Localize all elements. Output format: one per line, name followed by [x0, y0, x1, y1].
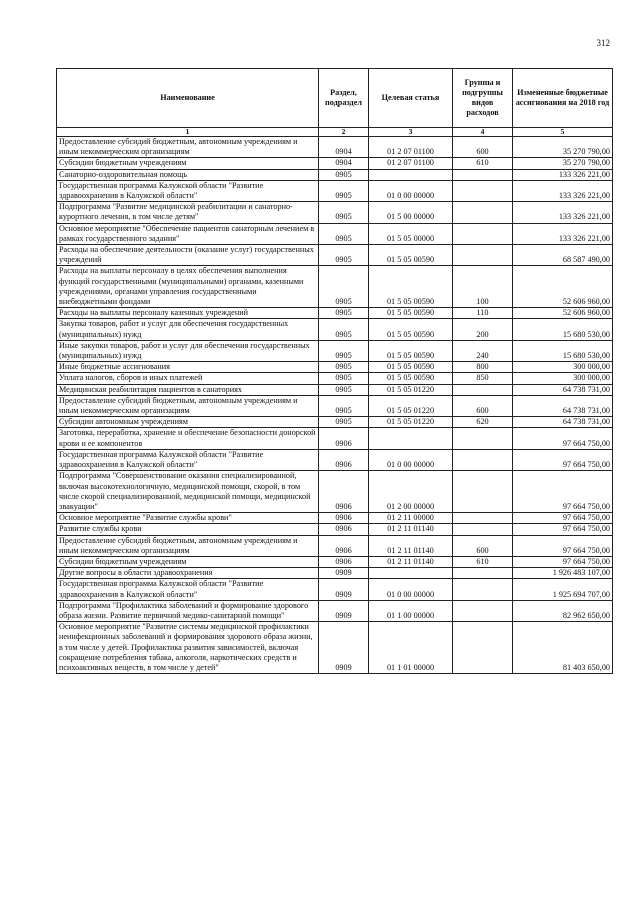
- row-amount-cell: 97 664 750,00: [513, 513, 613, 524]
- row-amount-cell: 97 664 750,00: [513, 556, 613, 567]
- header-row: [57, 69, 613, 128]
- table-row: [57, 169, 613, 180]
- table-row: [57, 202, 613, 223]
- row-section-cell: 0905: [319, 373, 369, 384]
- row-amount-cell: 35 270 790,00: [513, 137, 613, 158]
- row-amount-cell: 97 664 750,00: [513, 449, 613, 470]
- table-row: [57, 428, 613, 449]
- row-name-cell: Расходы на обеспечение деятельности (оказание услуг) государственных учреждений: [57, 245, 319, 266]
- table-row: [57, 362, 613, 373]
- row-amount-cell: 97 664 750,00: [513, 471, 613, 513]
- row-amount-cell: 82 962 650,00: [513, 600, 613, 621]
- row-amount-cell: 97 664 750,00: [513, 535, 613, 556]
- row-section-cell: 0909: [319, 568, 369, 579]
- row-target-cell: 01 5 05 00590: [369, 319, 453, 340]
- row-target-cell: 01 5 05 00590: [369, 373, 453, 384]
- row-group-cell: [453, 180, 513, 201]
- row-name-cell: Уплата налогов, сборов и иных платежей: [57, 373, 319, 384]
- row-section-cell: 0906: [319, 524, 369, 535]
- table-row: [57, 245, 613, 266]
- table-row: [57, 524, 613, 535]
- budget-table: [56, 68, 613, 674]
- row-section-cell: 0905: [319, 223, 369, 244]
- row-name-cell: Подпрограмма "Совершенствование оказания специализированной, включая высокотехнологичную, медицинской помощи, скорой, в том числе скорой специализированной, медицинской помощи, медицинской эвакуации": [57, 471, 319, 513]
- table-row: [57, 319, 613, 340]
- table-row: [57, 568, 613, 579]
- column-number: 1: [57, 128, 319, 137]
- row-amount-cell: 64 738 731,00: [513, 417, 613, 428]
- row-name-cell: Государственная программа Калужской области "Развитие здравоохранения в Калужской области": [57, 180, 319, 201]
- row-group-cell: [453, 524, 513, 535]
- row-amount-cell: 1 925 694 707,00: [513, 579, 613, 600]
- row-section-cell: 0905: [319, 245, 369, 266]
- row-target-cell: [369, 428, 453, 449]
- row-section-cell: 0905: [319, 169, 369, 180]
- table-row: [57, 471, 613, 513]
- row-group-cell: [453, 568, 513, 579]
- row-amount-cell: 133 326 221,00: [513, 180, 613, 201]
- row-section-cell: 0905: [319, 362, 369, 373]
- row-section-cell: 0904: [319, 137, 369, 158]
- row-target-cell: 01 5 05 01220: [369, 384, 453, 395]
- row-group-cell: [453, 169, 513, 180]
- row-target-cell: 01 5 05 00590: [369, 308, 453, 319]
- table-row: [57, 535, 613, 556]
- row-target-cell: 01 5 05 01220: [369, 395, 453, 416]
- column-number-row: [57, 128, 613, 137]
- row-name-cell: Заготовка, переработка, хранение и обеспечение безопасности донорской крови и ее компонентов: [57, 428, 319, 449]
- row-group-cell: 610: [453, 158, 513, 169]
- row-section-cell: 0905: [319, 319, 369, 340]
- row-group-cell: 200: [453, 319, 513, 340]
- row-group-cell: [453, 471, 513, 513]
- row-section-cell: 0909: [319, 579, 369, 600]
- row-group-cell: 110: [453, 308, 513, 319]
- row-target-cell: 01 2 11 00000: [369, 513, 453, 524]
- row-name-cell: Основное мероприятие "Развитие системы медицинской профилактики неинфекционных заболеваний и формирования здорового образа жизни, в том числе у детей. Профилактика развития зависимостей, включая сокращение потребления табака, алкоголя, наркотических средств и психоактивных веществ, в том числе у детей": [57, 622, 319, 674]
- row-section-cell: 0905: [319, 417, 369, 428]
- row-target-cell: 01 2 07 01100: [369, 158, 453, 169]
- row-target-cell: [369, 568, 453, 579]
- table-row: [57, 266, 613, 308]
- row-section-cell: 0904: [319, 158, 369, 169]
- table-row: [57, 137, 613, 158]
- row-amount-cell: 97 664 750,00: [513, 428, 613, 449]
- row-name-cell: Субсидии бюджетным учреждениям: [57, 158, 319, 169]
- row-group-cell: 610: [453, 556, 513, 567]
- table-row: [57, 373, 613, 384]
- row-group-cell: [453, 245, 513, 266]
- row-target-cell: 01 5 05 00590: [369, 362, 453, 373]
- row-section-cell: 0906: [319, 556, 369, 567]
- row-target-cell: 01 1 00 00000: [369, 600, 453, 621]
- row-section-cell: 0905: [319, 340, 369, 361]
- table-row: [57, 622, 613, 674]
- row-group-cell: 850: [453, 373, 513, 384]
- table-row: [57, 158, 613, 169]
- row-amount-cell: 81 403 650,00: [513, 622, 613, 674]
- table-row: [57, 395, 613, 416]
- row-section-cell: 0905: [319, 308, 369, 319]
- row-name-cell: Расходы на выплаты персоналу в целях обеспечения выполнения функций государственными (муниципальными) органами, казенными учреждениями, органами управления государственными внебюджетными фондами: [57, 266, 319, 308]
- column-number: 5: [513, 128, 613, 137]
- row-target-cell: [369, 169, 453, 180]
- row-group-cell: [453, 579, 513, 600]
- row-group-cell: 620: [453, 417, 513, 428]
- row-amount-cell: 15 680 530,00: [513, 340, 613, 361]
- row-target-cell: 01 2 11 01140: [369, 524, 453, 535]
- row-target-cell: 01 2 11 01140: [369, 556, 453, 567]
- row-name-cell: Предоставление субсидий бюджетным, автономным учреждениям и иным некоммерческим организациям: [57, 535, 319, 556]
- row-target-cell: 01 2 11 01140: [369, 535, 453, 556]
- table-row: [57, 223, 613, 244]
- row-group-cell: 600: [453, 535, 513, 556]
- table-row: [57, 556, 613, 567]
- row-amount-cell: 35 270 790,00: [513, 158, 613, 169]
- row-section-cell: 0905: [319, 266, 369, 308]
- row-target-cell: 01 1 01 00000: [369, 622, 453, 674]
- row-name-cell: Санаторно-оздоровительная помощь: [57, 169, 319, 180]
- row-target-cell: 01 2 00 00000: [369, 471, 453, 513]
- row-name-cell: Другие вопросы в области здравоохранения: [57, 568, 319, 579]
- row-name-cell: Государственная программа Калужской области "Развитие здравоохранения в Калужской области": [57, 579, 319, 600]
- row-group-cell: 100: [453, 266, 513, 308]
- row-section-cell: 0906: [319, 428, 369, 449]
- row-amount-cell: 97 664 750,00: [513, 524, 613, 535]
- row-group-cell: 240: [453, 340, 513, 361]
- row-amount-cell: 15 680 530,00: [513, 319, 613, 340]
- row-section-cell: 0906: [319, 535, 369, 556]
- row-group-cell: [453, 223, 513, 244]
- row-group-cell: [453, 513, 513, 524]
- header-section: Раздел, подраздел: [319, 69, 369, 128]
- row-name-cell: Основное мероприятие "Обеспечение пациентов санаторным лечением в рамках государственного задания": [57, 223, 319, 244]
- row-section-cell: 0905: [319, 202, 369, 223]
- row-amount-cell: 133 326 221,00: [513, 223, 613, 244]
- row-name-cell: Развитие службы крови: [57, 524, 319, 535]
- row-target-cell: 01 5 00 00000: [369, 202, 453, 223]
- header-target: Целевая статья: [369, 69, 453, 128]
- column-number: 3: [369, 128, 453, 137]
- row-name-cell: Государственная программа Калужской области "Развитие здравоохранения в Калужской области": [57, 449, 319, 470]
- row-target-cell: 01 0 00 00000: [369, 449, 453, 470]
- row-group-cell: [453, 622, 513, 674]
- row-target-cell: 01 0 00 00000: [369, 579, 453, 600]
- row-name-cell: Иные закупки товаров, работ и услуг для обеспечения государственных (муниципальных) нужд: [57, 340, 319, 361]
- row-name-cell: Подпрограмма "Развитие медицинской реабилитации и санаторно-курортного лечения, в том числе детям": [57, 202, 319, 223]
- row-target-cell: 01 5 05 01220: [369, 417, 453, 428]
- row-section-cell: 0906: [319, 471, 369, 513]
- row-target-cell: 01 5 05 00000: [369, 223, 453, 244]
- row-group-cell: [453, 449, 513, 470]
- row-amount-cell: 64 738 731,00: [513, 384, 613, 395]
- row-section-cell: 0906: [319, 513, 369, 524]
- header-amount: Измененные бюджетные ассигнования на 2018 год: [513, 69, 613, 128]
- page-number: 312: [596, 38, 610, 48]
- table-row: [57, 340, 613, 361]
- row-group-cell: 600: [453, 137, 513, 158]
- row-group-cell: [453, 384, 513, 395]
- row-target-cell: 01 5 05 00590: [369, 245, 453, 266]
- row-target-cell: 01 5 05 00590: [369, 340, 453, 361]
- row-group-cell: [453, 202, 513, 223]
- row-section-cell: 0905: [319, 180, 369, 201]
- row-name-cell: Субсидии автономным учреждениям: [57, 417, 319, 428]
- row-amount-cell: 300 000,00: [513, 362, 613, 373]
- column-number: 4: [453, 128, 513, 137]
- header-name: Наименование: [57, 69, 319, 128]
- row-group-cell: [453, 428, 513, 449]
- row-group-cell: 600: [453, 395, 513, 416]
- row-name-cell: Иные бюджетные ассигнования: [57, 362, 319, 373]
- row-section-cell: 0905: [319, 395, 369, 416]
- table-row: [57, 579, 613, 600]
- row-name-cell: Закупка товаров, работ и услуг для обеспечения государственных (муниципальных) нужд: [57, 319, 319, 340]
- row-target-cell: 01 2 07 01100: [369, 137, 453, 158]
- row-amount-cell: 133 326 221,00: [513, 169, 613, 180]
- row-name-cell: Субсидии бюджетным учреждениям: [57, 556, 319, 567]
- row-name-cell: Расходы на выплаты персоналу казенных учреждений: [57, 308, 319, 319]
- table-row: [57, 417, 613, 428]
- row-amount-cell: 133 326 221,00: [513, 202, 613, 223]
- row-section-cell: 0909: [319, 622, 369, 674]
- row-name-cell: Медицинская реабилитация пациентов в санаториях: [57, 384, 319, 395]
- row-section-cell: 0905: [319, 384, 369, 395]
- row-name-cell: Предоставление субсидий бюджетным, автономным учреждениям и иным некоммерческим организациям: [57, 395, 319, 416]
- row-amount-cell: 300 000,00: [513, 373, 613, 384]
- header-group: Группы и подгруппы видов расходов: [453, 69, 513, 128]
- row-name-cell: Основное мероприятие "Развитие службы крови": [57, 513, 319, 524]
- table-row: [57, 384, 613, 395]
- row-target-cell: 01 0 00 00000: [369, 180, 453, 201]
- row-amount-cell: 52 606 960,00: [513, 266, 613, 308]
- row-section-cell: 0906: [319, 449, 369, 470]
- column-number: 2: [319, 128, 369, 137]
- row-amount-cell: 52 606 960,00: [513, 308, 613, 319]
- row-group-cell: 800: [453, 362, 513, 373]
- row-target-cell: 01 5 05 00590: [369, 266, 453, 308]
- row-amount-cell: 64 738 731,00: [513, 395, 613, 416]
- row-amount-cell: 68 587 490,00: [513, 245, 613, 266]
- row-amount-cell: 1 926 483 107,00: [513, 568, 613, 579]
- row-section-cell: 0909: [319, 600, 369, 621]
- table-row: [57, 513, 613, 524]
- table-body: [57, 137, 613, 674]
- table-row: [57, 308, 613, 319]
- table-row: [57, 600, 613, 621]
- table-row: [57, 449, 613, 470]
- row-name-cell: Подпрограмма "Профилактика заболеваний и формирование здорового образа жизни. Развитие первичной медико-санитарной помощи": [57, 600, 319, 621]
- row-group-cell: [453, 600, 513, 621]
- table-row: [57, 180, 613, 201]
- row-name-cell: Предоставление субсидий бюджетным, автономным учреждениям и иным некоммерческим организациям: [57, 137, 319, 158]
